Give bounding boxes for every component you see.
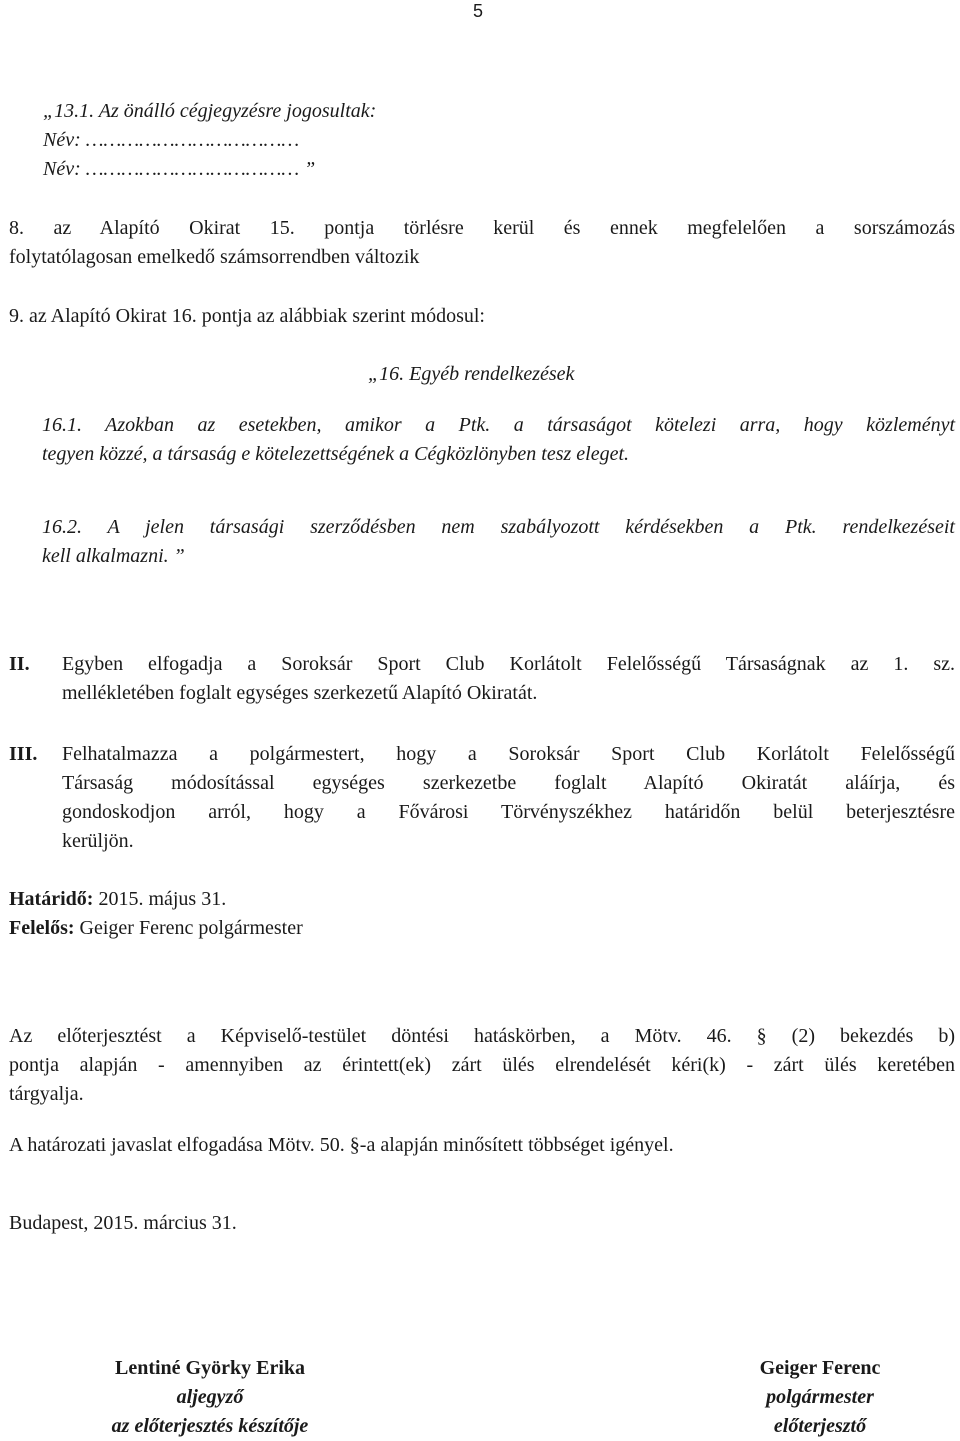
place-and-date: Budapest, 2015. március 31. <box>9 1212 237 1234</box>
amendment-13-heading: „13.1. Az önálló cégjegyzésre jogosultak: <box>43 100 377 122</box>
deadline <box>9 885 226 914</box>
signature-left-title: aljegyző <box>176 1386 244 1408</box>
deadline-label: Határidő: <box>9 888 94 910</box>
signature-right-title: polgármester <box>766 1386 874 1408</box>
section-16-2-line-2: kell alkalmazni. ” <box>42 545 185 567</box>
responsible-value: Geiger Ferenc polgármester <box>74 917 303 939</box>
authorized-name-1: Név: ……………………………… <box>43 129 300 151</box>
majority-requirement: A határozati javaslat elfogadása Mötv. 50. §-a alapján minősített többséget igényel. <box>9 1134 674 1156</box>
competence-line-1: Az előterjesztést a Képviselő-testület döntési hatáskörben, a Mötv. 46. § (2) bekezdés b) <box>9 1025 955 1047</box>
item-8-line-2: folytatólagosan emelkedő számsorrendben változik <box>9 246 420 268</box>
competence-line-2: pontja alapján - amennyiben az érintett(ek) zárt ülés elrendelését kéri(k) - zárt ülés keretében <box>9 1054 955 1076</box>
resolution-iii-numeral: III. <box>9 743 38 765</box>
signature-right <box>700 1354 940 1441</box>
authorized-name-2: Név: ……………………………… ” <box>43 158 316 180</box>
resolution-iii-line-4: kerüljön. <box>62 830 134 852</box>
item-9: 9. az Alapító Okirat 16. pontja az alábbiak szerint módosul: <box>9 305 485 327</box>
resolution-ii-line-2: mellékletében foglalt egységes szerkezetű Alapító Okiratát. <box>62 682 538 704</box>
resolution-ii-line-1: Egyben elfogadja a Soroksár Sport Club Korlátolt Felelősségű Társaságnak az 1. sz. <box>62 653 955 675</box>
competence-line-3: tárgyalja. <box>9 1083 84 1105</box>
responsible <box>9 914 303 943</box>
responsible-label: Felelős: <box>9 917 75 939</box>
signature-left-role: az előterjesztés készítője <box>111 1415 309 1437</box>
resolution-ii-numeral: II. <box>9 653 30 675</box>
page-number: 5 <box>473 1 484 21</box>
resolution-iii-line-2: Társaság módosítással egységes szerkezetbe foglalt Alapító Okiratát aláírja, és <box>62 772 955 794</box>
section-16-2-line-1: 16.2. A jelen társasági szerződésben nem szabályozott kérdésekben a Ptk. rendelkezéseit <box>42 516 955 538</box>
signature-right-name: Geiger Ferenc <box>759 1357 881 1379</box>
section-16-title: „16. Egyéb rendelkezések <box>368 363 575 385</box>
signature-left-name: Lentiné Györky Erika <box>114 1357 305 1379</box>
signature-right-role: előterjesztő <box>773 1415 867 1437</box>
signature-left <box>60 1354 360 1441</box>
resolution-iii-line-1: Felhatalmazza a polgármestert, hogy a Soroksár Sport Club Korlátolt Felelősségű <box>62 743 955 765</box>
section-16-1-line-2: tegyen közzé, a társaság e kötelezettségének a Cégközlönyben tesz eleget. <box>42 443 630 465</box>
section-16-1-line-1: 16.1. Azokban az esetekben, amikor a Ptk. a társaságot kötelezi arra, hogy közleményt <box>42 414 955 436</box>
resolution-iii-line-3: gondoskodjon arról, hogy a Fővárosi Törvényszékhez határidőn belül beterjesztésre <box>62 801 955 823</box>
item-8-line-1: 8. az Alapító Okirat 15. pontja törlésre kerül és ennek megfelelően a sorszámozás <box>9 217 955 239</box>
deadline-value: 2015. május 31. <box>93 888 227 910</box>
